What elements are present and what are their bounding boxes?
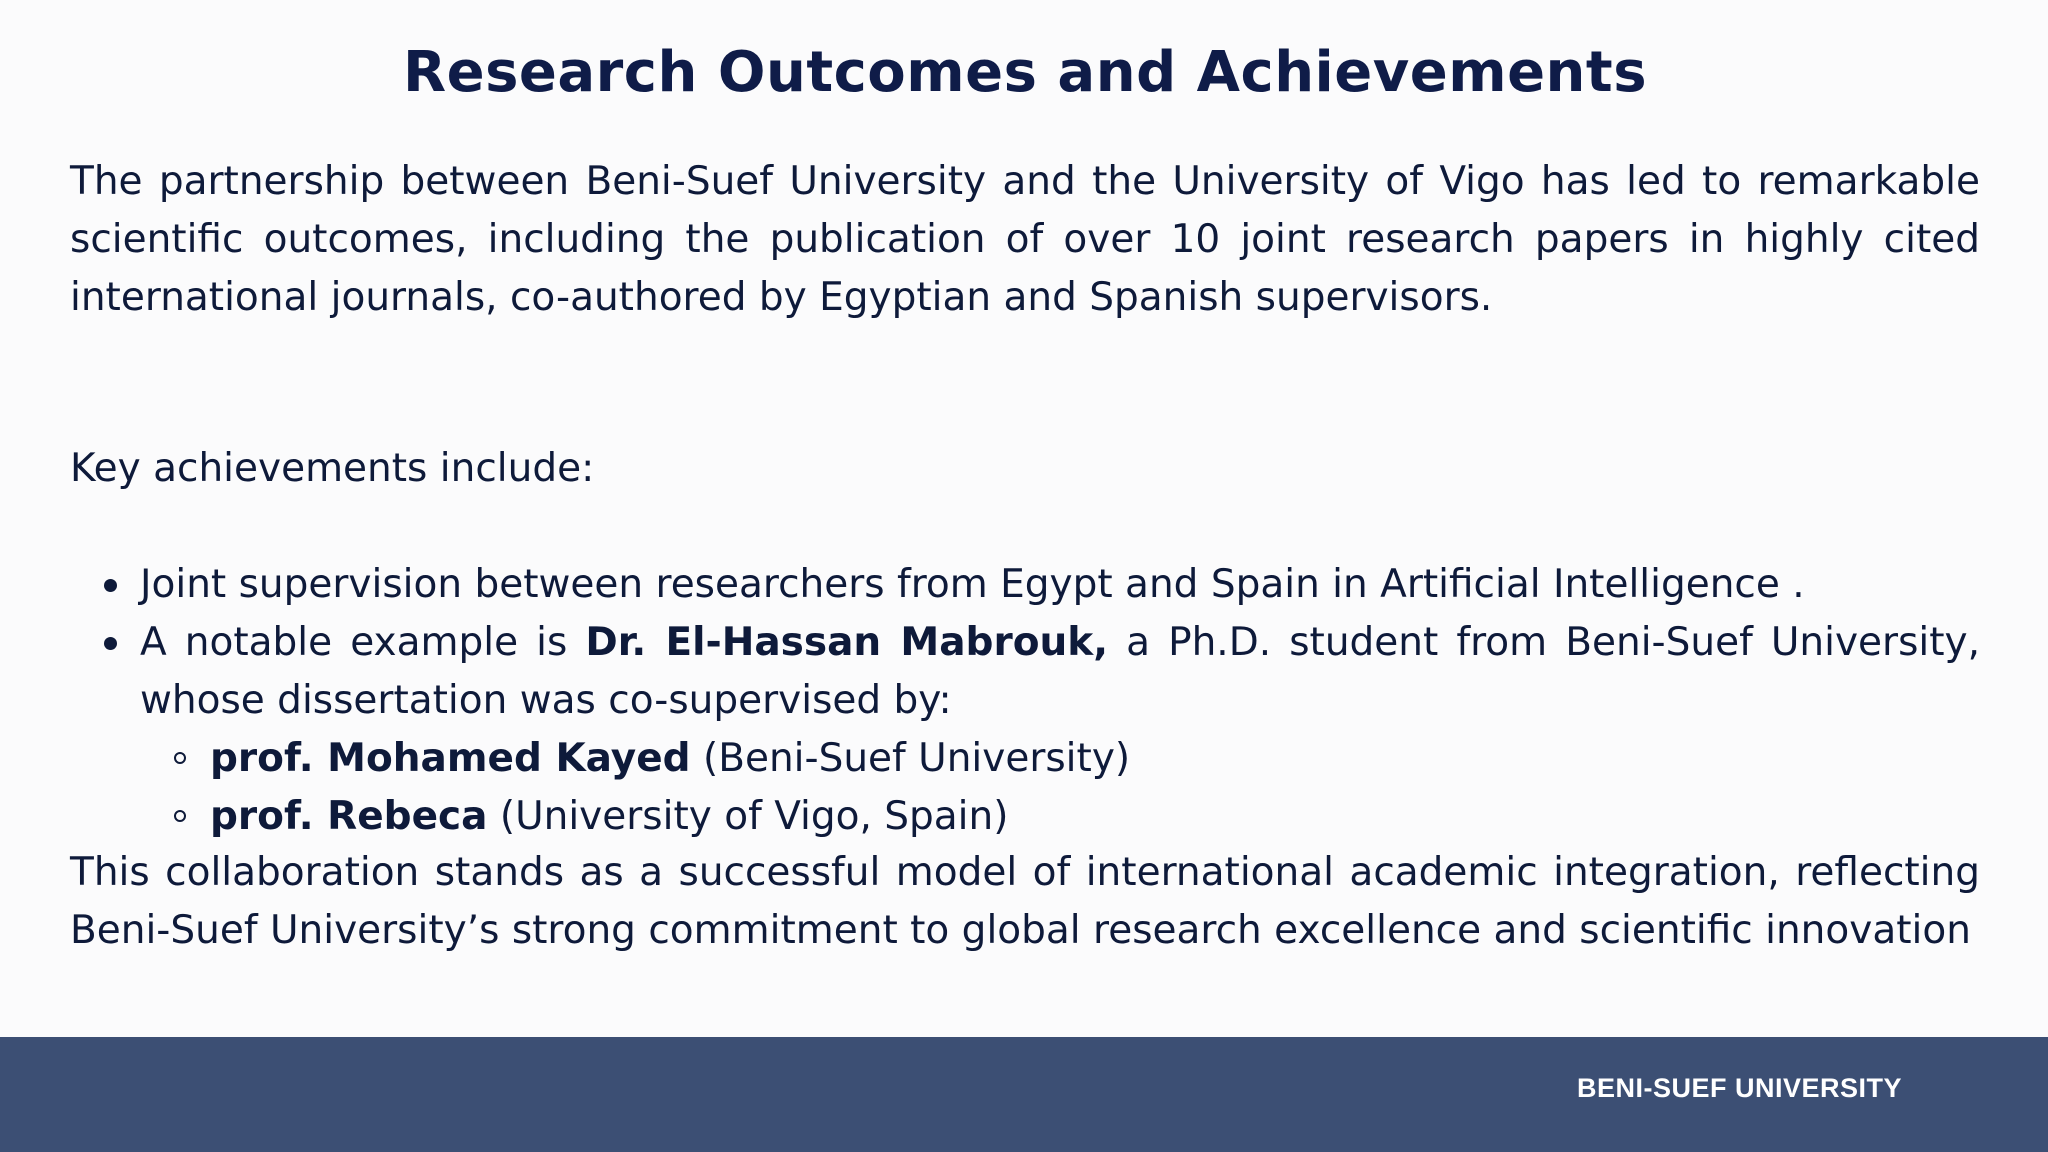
- achievements-heading: Key achievements include:: [70, 446, 595, 491]
- supervisor-affiliation: (University of Vigo, Spain): [487, 794, 1009, 839]
- achievement-item-notable-example: [70, 614, 1980, 846]
- supervisor-item: [70, 730, 1980, 788]
- bullet-dot-icon: [104, 637, 117, 650]
- slide-title: Research Outcomes and Achievements: [402, 40, 1648, 105]
- circle-bullet-icon: [174, 752, 186, 764]
- achievement-text: Joint supervision between researchers from Egypt and Spain in Artificial Intelligence .: [140, 562, 1805, 607]
- circle-bullet-icon: [174, 810, 186, 822]
- achievement-item-joint-supervision: [70, 556, 1980, 614]
- achievements-list: [70, 556, 1980, 846]
- footer-university-label: BENI-SUEF UNIVERSITY: [1576, 1073, 1902, 1103]
- student-name: Dr. El-Hassan Mabrouk,: [585, 620, 1109, 665]
- intro-paragraph: The partnership between Beni-Suef University and the University of Vigo has led to remarkable scientific outcomes, including the publication of over 10 joint research papers in highly cited international journals, co-authored by Egyptian and Spanish supervisors.: [70, 159, 1980, 320]
- supervisor-affiliation: (Beni-Suef University): [690, 736, 1131, 781]
- supervisor-name: prof. Mohamed Kayed: [210, 736, 691, 781]
- closing-paragraph: This collaboration stands as a successful model of international academic integration, reflecting Beni-Suef University’s strong commitment to global research excellence and scientific innovation: [70, 850, 1980, 953]
- bullet-dot-icon: [104, 579, 117, 592]
- supervisor-item: [70, 788, 1980, 846]
- supervisor-name: prof. Rebeca: [210, 794, 488, 839]
- slide-content: [70, 0, 1980, 1036]
- achievement-text-before: A notable example is: [140, 620, 586, 665]
- achievement-text-after: a Ph.D. student from Beni-Suef University, whose dissertation was co-supervised by:: [140, 620, 1981, 723]
- supervisors-list: [140, 730, 1980, 846]
- footer-bar: [0, 1037, 2048, 1152]
